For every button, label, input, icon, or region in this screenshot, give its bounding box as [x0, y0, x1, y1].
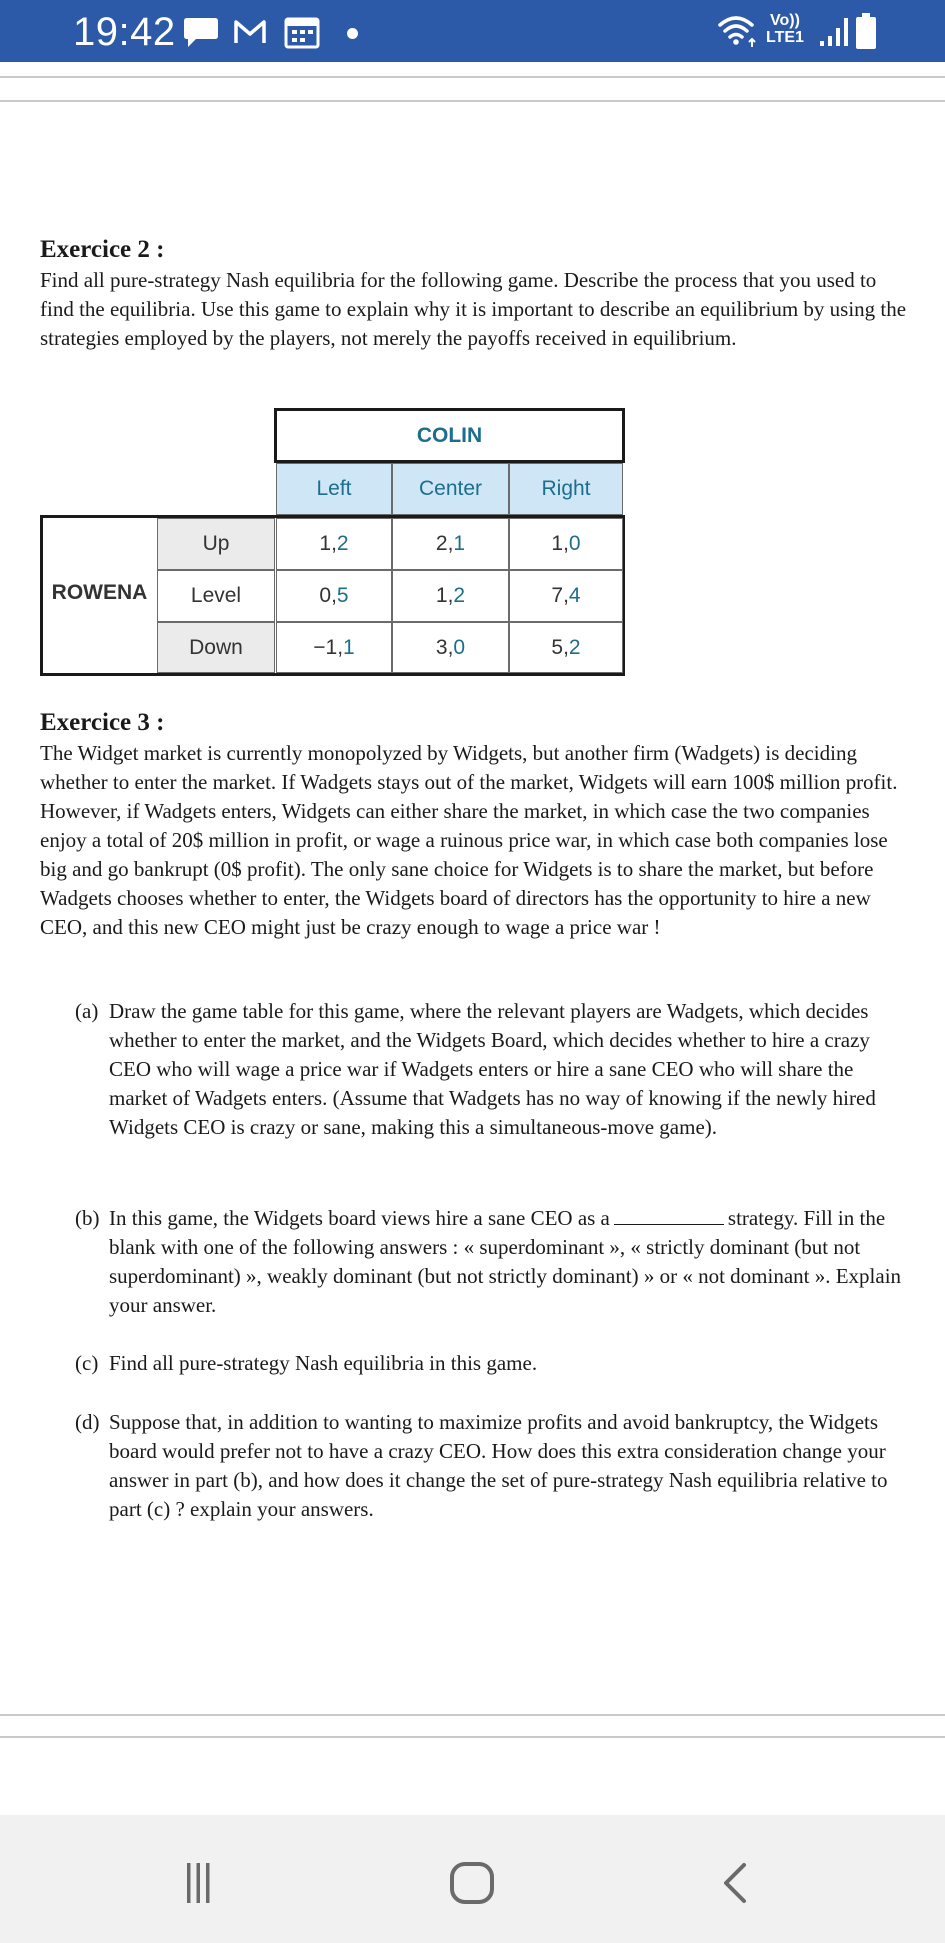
notification-dot-icon: [347, 28, 358, 39]
payoff-cell: 1, 2: [392, 570, 509, 622]
exercise-2-text: Find all pure-strategy Nash equilibria for the following game. Describe the process that you used to find the equilibria. Use this game to explain why it is important to describe an equilibrium by using the strategies employed by the players, not merely the payoffs received in equilibrium.: [40, 268, 907, 350]
question-d: [75, 1408, 915, 1524]
page-separator: [0, 1714, 945, 1716]
payoff-cell: 3, 0: [392, 622, 509, 673]
payoff-cell: −1, 1: [276, 622, 392, 673]
question-b-text-before: In this game, the Widgets board views hire a sane CEO as a: [109, 1206, 610, 1230]
network-lte: LTE1: [766, 29, 804, 46]
question-b: [75, 1204, 915, 1320]
question-b-body: [109, 1204, 915, 1320]
battery-icon: [854, 12, 878, 50]
page-separator: [0, 100, 945, 102]
row-player-header: [43, 567, 156, 619]
question-a-label: (a): [75, 999, 99, 1023]
network-label: [766, 12, 804, 46]
row-label-down: Down: [157, 622, 275, 673]
row-label-level: Level: [157, 570, 275, 622]
status-bar: [0, 0, 945, 62]
question-a-text: Draw the game table for this game, where the relevant players are Wadgets, which decides whether to enter the market, and the Widgets Board, which decides whether to hire a crazy CEO who will wage a price war if Wadgets enters or hire a sane CEO who will share the market of Wadgets enters. (Assume that Wadgets has no way of knowing if the newly hired Widgets CEO is crazy or sane, making this a simultaneous-move game).: [109, 999, 876, 1139]
question-d-text: Suppose that, in addition to wanting to maximize profits and avoid bankruptcy, the Widgets board would prefer not to have a crazy CEO. How does this extra consideration change your answer in part (b), and how does it change the set of pure-strategy Nash equilibria relative to part (c) ? explain your answers.: [109, 1410, 888, 1521]
question-a: [75, 997, 915, 1142]
exercise-3-title: Exercice 3 :: [40, 709, 165, 736]
calendar-icon: [284, 15, 320, 49]
home-icon[interactable]: [449, 1861, 495, 1905]
network-volte: Vo)): [770, 12, 800, 29]
column-header-right: Right: [509, 463, 623, 515]
question-c-label: (c): [75, 1351, 99, 1375]
gmail-icon: [233, 18, 267, 46]
exercise-3: [40, 707, 910, 942]
column-player-header: [274, 408, 625, 463]
game-table: [40, 408, 625, 676]
payoff-cell: 7, 4: [509, 570, 623, 622]
chat-bubble-icon: [183, 16, 219, 50]
answer-blank: [614, 1207, 724, 1225]
exercise-2-title: Exercice 2 :: [40, 236, 165, 263]
payoff-cell: 5, 2: [509, 622, 623, 673]
exercise-2: [40, 234, 910, 353]
status-time: 19:42: [73, 10, 176, 54]
wifi-icon: [716, 13, 760, 49]
row-player-label: ROWENA: [51, 581, 148, 604]
page-separator: [0, 1736, 945, 1738]
question-c: [75, 1349, 915, 1378]
payoff-cell: 1, 2: [276, 518, 392, 570]
column-player-label: COLIN: [416, 423, 483, 447]
question-c-text: Find all pure-strategy Nash equilibria in this game.: [109, 1351, 538, 1375]
column-header-center: Center: [392, 463, 509, 515]
column-header-left: Left: [276, 463, 392, 515]
signal-bars-icon: [818, 14, 852, 48]
row-label-up: Up: [157, 518, 275, 570]
page-separator: [0, 76, 945, 78]
payoff-cell: 2, 1: [392, 518, 509, 570]
question-d-label: (d): [75, 1410, 100, 1434]
exercise-3-text: The Widget market is currently monopolyzed by Widgets, but another firm (Wadgets) is deciding whether to enter the market. If Wadgets stays out of the market, Widgets will earn 100$ million profit. However, if Wadgets enters, Widgets can either share the market, in which case the two companies enjoy a total of 20$ million in profit, or wage a ruinous price war, in which case both companies lose big and go bankrupt (0$ profit). The only sane choice for Widgets is to share the market, but before Wadgets chooses whether to enter, the Widgets board of directors has the opportunity to hire a new CEO, and this new CEO might just be crazy enough to wage a price war !: [40, 741, 898, 939]
back-icon[interactable]: [718, 1861, 752, 1905]
question-b-label: (b): [75, 1206, 100, 1230]
payoff-cell: 0, 5: [276, 570, 392, 622]
question-b-text-after: strategy. Fill in the blank with one of the following answers : « superdominant », « strictly dominant (but not superdominant) », weakly dominant (but not strictly dominant) » or « not dominant ». Explain your answer.: [109, 1206, 902, 1317]
payoff-cell: 1, 0: [509, 518, 623, 570]
recent-apps-icon[interactable]: [184, 1861, 212, 1905]
navigation-bar: [0, 1815, 945, 1943]
